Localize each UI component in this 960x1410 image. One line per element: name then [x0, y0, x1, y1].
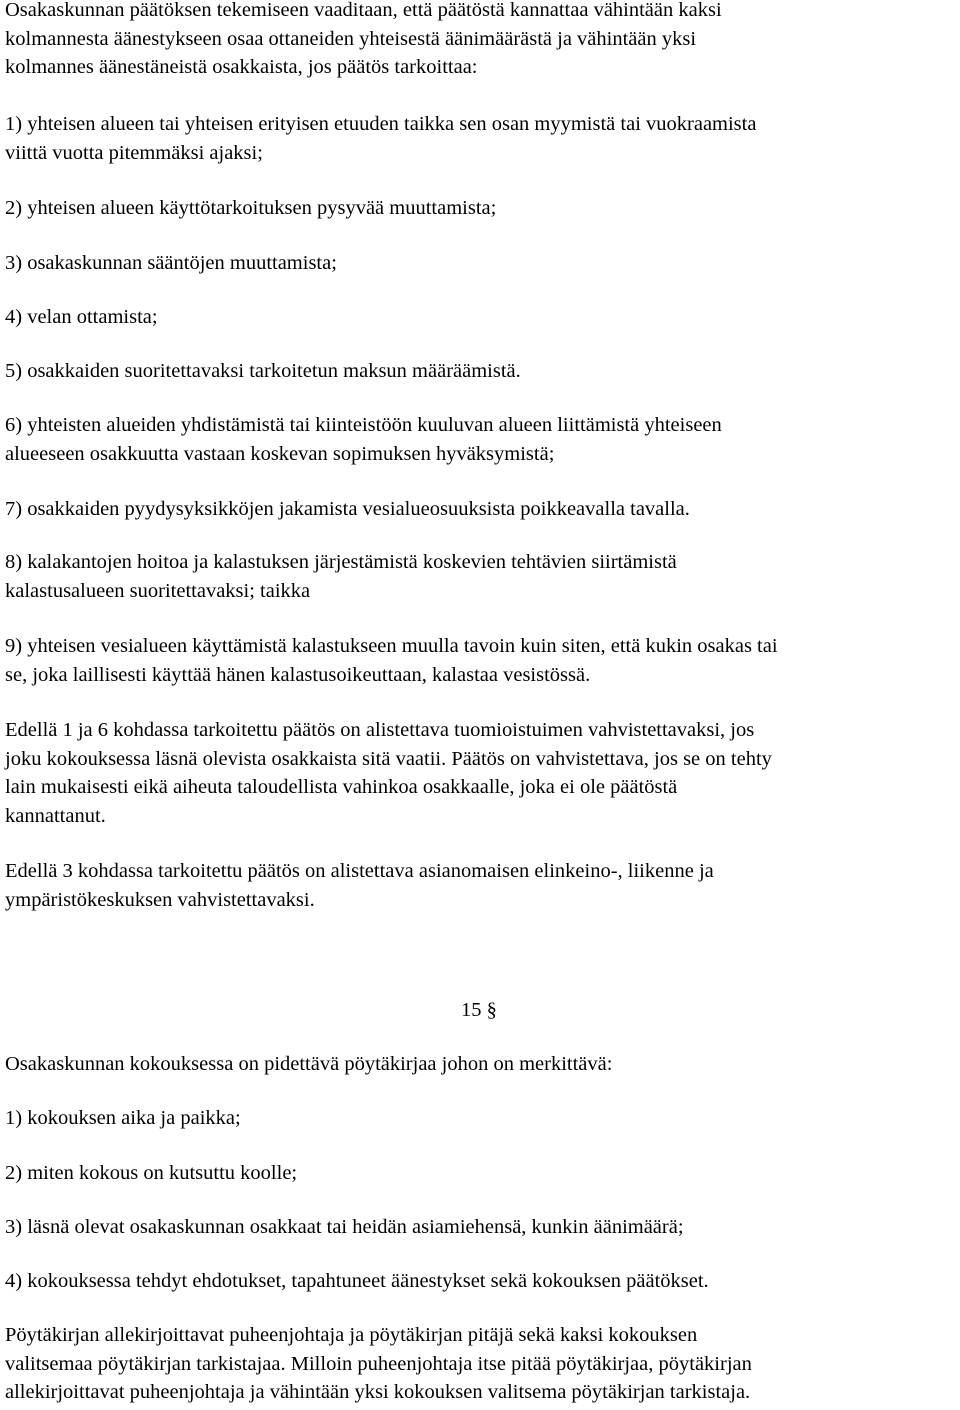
text-line: 6) yhteisten alueiden yhdistämistä tai kiinteistöön kuuluvan alueen liittämistä yhteiseen [5, 414, 722, 436]
text-line: 8) kalakantojen hoitoa ja kalastuksen järjestämistä koskevien tehtävien siirtämistä [5, 551, 677, 573]
text-line: lain mukaisesti eikä aiheuta taloudellista vahinkoa osakkaalle, joka ei ole päätöstä [5, 776, 678, 798]
text-line: Pöytäkirjan allekirjoittavat puheenjohtaja ja pöytäkirjan pitäjä sekä kaksi kokouksen [5, 1324, 698, 1346]
text-line: kolmannes äänestäneistä osakkaista, jos päätös tarkoittaa: [5, 56, 478, 78]
text-line: 9) yhteisen vesialueen käyttämistä kalastukseen muulla tavoin kuin siten, että kukin osakas tai [5, 635, 778, 657]
text-line: 4) velan ottamista; [5, 306, 158, 328]
text-line: 2) yhteisen alueen käyttötarkoituksen pysyvää muuttamista; [5, 197, 497, 219]
text-line: kalastusalueen suoritettavaksi; taikka [5, 579, 311, 602]
text-line: 3) osakaskunnan sääntöjen muuttamista; [5, 252, 337, 274]
text-line: Edellä 3 kohdassa tarkoitettu päätös on alistettava asianomaisen elinkeino-, liikenne ja [5, 860, 714, 882]
centre-confirmation-paragraph [5, 857, 955, 914]
text-line: kannattanut. [5, 804, 106, 827]
text-line: 1) kokouksen aika ja paikka; [5, 1107, 241, 1129]
text-line: joku kokouksessa läsnä olevista osakkaista sitä vaatii. Päätös on vahvistettava, jos se on tehty [5, 747, 772, 770]
text-line: 7) osakkaiden pyydysyksikköjen jakamista vesialueosuuksista poikkeavalla tavalla. [5, 498, 690, 520]
minutes-item-2 [5, 1159, 955, 1188]
list-item-8 [5, 548, 955, 605]
text-line: Osakaskunnan päätöksen tekemiseen vaaditaan, että päätöstä kannattaa vähintään kaksi [5, 0, 722, 21]
text-line: ympäristökeskuksen vahvistettavaksi. [5, 888, 315, 911]
minutes-intro-paragraph [5, 1050, 955, 1079]
text-line: Edellä 1 ja 6 kohdassa tarkoitettu päätös on alistettava tuomioistuimen vahvistettavaksi, jos [5, 719, 755, 741]
text-line: alueeseen osakkuutta vastaan koskevan sopimuksen hyväksymistä; [5, 442, 555, 465]
text-line: valitsemaa pöytäkirjan tarkistajaa. Milloin puheenjohtaja itse pitää pöytäkirjaa, pöytäkirjan [5, 1352, 752, 1375]
text-line: Osakaskunnan kokouksessa on pidettävä pöytäkirjaa johon on merkittävä: [5, 1053, 613, 1075]
decision-majority-paragraph [5, 0, 955, 82]
minutes-item-1 [5, 1104, 955, 1133]
text-line: 3) läsnä olevat osakaskunnan osakkaat tai heidän asiamiehensä, kunkin äänimäärä; [5, 1216, 684, 1238]
list-item-1 [5, 110, 955, 167]
text-line: kolmannesta äänestykseen osaa ottaneiden yhteisestä äänimäärästä ja vähintään yksi [5, 27, 697, 50]
list-item-4 [5, 303, 955, 332]
text-line: 2) miten kokous on kutsuttu koolle; [5, 1162, 298, 1184]
text-line: viittä vuotta pitemmäksi ajaksi; [5, 141, 263, 164]
court-confirmation-paragraph [5, 716, 955, 830]
minutes-item-4 [5, 1267, 955, 1296]
text-line: se, joka laillisesti käyttää hänen kalastusoikeuttaan, kalastaa vesistössä. [5, 663, 591, 686]
list-item-5 [5, 357, 955, 386]
list-item-6 [5, 411, 955, 468]
list-item-2 [5, 194, 955, 223]
text-line: 1) yhteisen alueen tai yhteisen erityisen etuuden taikka sen osan myymistä tai vuokraamista [5, 113, 757, 135]
text-line: 5) osakkaiden suoritettavaksi tarkoitetun maksun määräämistä. [5, 360, 521, 382]
minutes-item-3 [5, 1213, 955, 1242]
text-line: 4) kokouksessa tehdyt ehdotukset, tapahtuneet äänestykset sekä kokouksen päätökset. [5, 1270, 709, 1292]
section-heading: 15 § [461, 999, 497, 1021]
text-line: allekirjoittavat puheenjohtaja ja vähintään yksi kokouksen valitsema pöytäkirjan tarkistaja. [5, 1381, 751, 1403]
list-item-9 [5, 632, 955, 689]
signing-paragraph [5, 1321, 955, 1407]
list-item-7 [5, 495, 955, 524]
list-item-3 [5, 249, 955, 278]
